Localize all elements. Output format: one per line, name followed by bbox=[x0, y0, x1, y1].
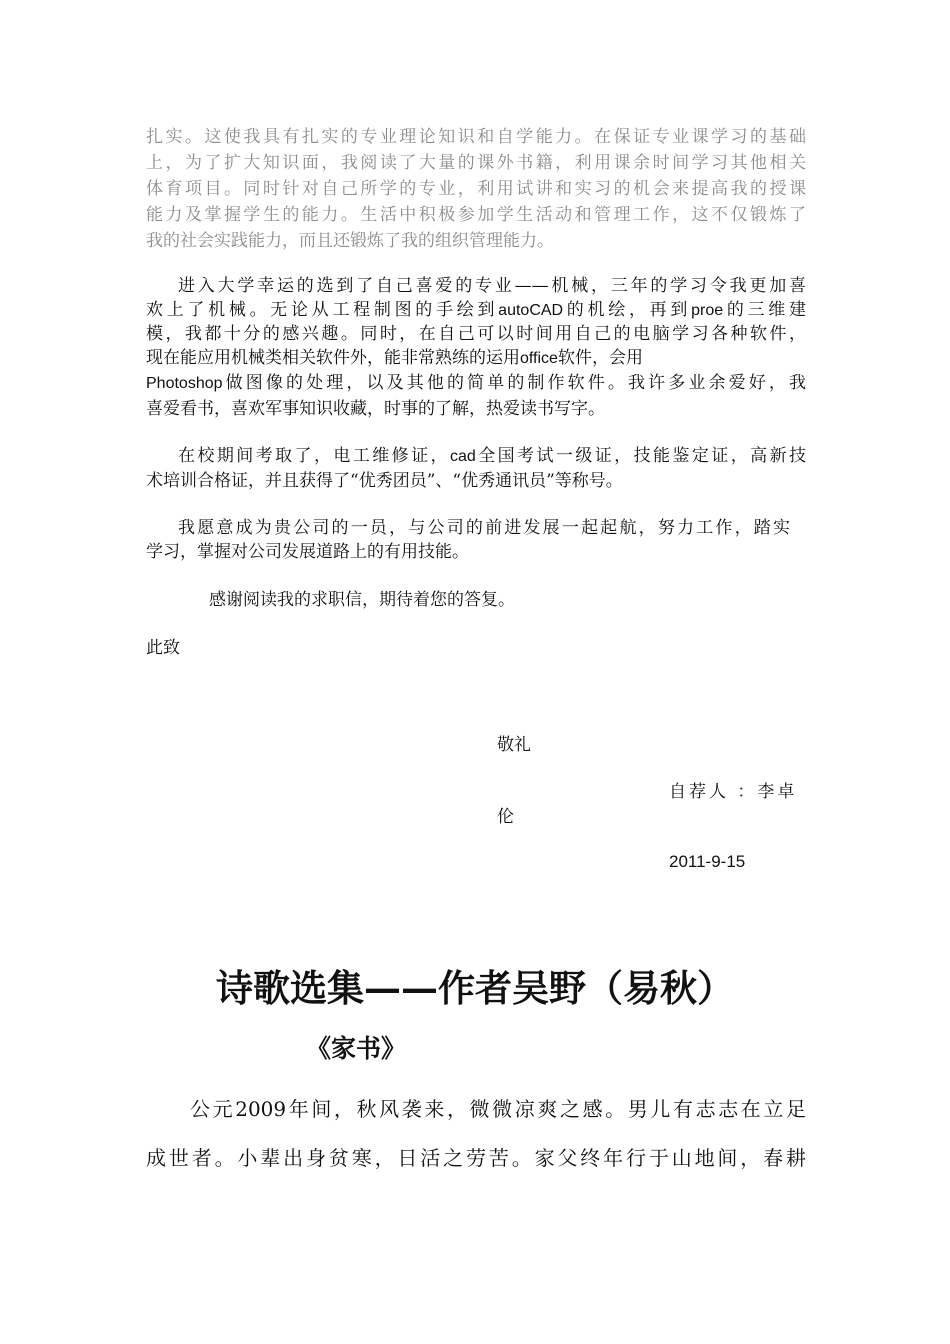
poem-line bbox=[190, 1094, 806, 1124]
text-run: 的三维建 bbox=[723, 300, 807, 320]
letter-signer: 自荐人 ：李卓 bbox=[669, 782, 798, 802]
letter-paragraph-2-line bbox=[146, 298, 806, 323]
letter-signer-continued: 伦 bbox=[497, 807, 514, 827]
text-run: 年间，秋风袭来，微微凉爽之感。男儿有志志在立足 bbox=[286, 1097, 807, 1121]
text-run: cad bbox=[449, 448, 476, 465]
letter-paragraph-2-line bbox=[146, 346, 806, 371]
text-run: 现在能应用机械类相关软件外，能非常熟练的运用 bbox=[146, 348, 520, 368]
text-run: 全国考试一级证，技能鉴定证，高新技 bbox=[475, 446, 807, 466]
letter-paragraph-1-line: 扎实。这使我具有扎实的专业理论知识和自学能力。在保证专业课学习的基础 bbox=[146, 127, 806, 147]
letter-paragraph-1-line: 体育项目。同时针对自己所学的专业，利用试讲和实习的机会来提高我的授课 bbox=[146, 179, 806, 199]
text-run: 做图像的处理，以及其他的简单的制作软件。我许多业余爱好，我 bbox=[222, 373, 806, 393]
letter-paragraph-4-line: 我愿意成为贵公司的一员，与公司的前进发展一起起航，努力工作，踏实 bbox=[178, 518, 790, 538]
text-run: Photoshop bbox=[146, 375, 223, 392]
letter-paragraph-2-line: 喜爱看书，喜欢军事知识收藏，时事的了解，热爱读书写字。 bbox=[146, 399, 605, 419]
text-run: proe bbox=[691, 302, 724, 319]
letter-closing: 此致 bbox=[146, 638, 180, 658]
letter-paragraph-2-line bbox=[146, 371, 806, 396]
text-run: 软件，会用 bbox=[557, 348, 643, 368]
letter-paragraph-1-line: 我的社会实践能力，而且还锻炼了我的组织管理能力。 bbox=[146, 231, 554, 251]
letter-paragraph-4-line: 学习，掌握对公司发展道路上的有用技能。 bbox=[146, 542, 469, 562]
letter-paragraph-2-line: 模，我都十分的感兴趣。同时，在自己可以时间用自己的电脑学习各种软件， bbox=[146, 324, 806, 344]
text-run: 欢上了机械。无论从工程制图的手绘到 bbox=[146, 300, 499, 320]
text-run: autoCAD bbox=[498, 302, 564, 319]
letter-thanks: 感谢阅读我的求职信，期待着您的答复。 bbox=[209, 590, 515, 610]
text-run: 在校期间考取了，电工维修证， bbox=[178, 446, 450, 466]
letter-paragraph-1-line: 能力及掌握学生的能力。生活中积极参加学生活动和管理工作，这不仅锻炼了 bbox=[146, 205, 806, 225]
text-run: 的机绘，再到 bbox=[563, 300, 692, 320]
letter-paragraph-1-line: 上，为了扩大知识面，我阅读了大量的课外书籍，利用课余时间学习其他相关 bbox=[146, 153, 806, 173]
text-run: 公元 bbox=[190, 1097, 236, 1121]
poem-title: 《家书》 bbox=[306, 1034, 407, 1063]
letter-paragraph-3-line bbox=[178, 444, 806, 469]
letter-paragraph-2-line: 进入大学幸运的选到了自己喜爱的专业——机械，三年的学习令我更加喜 bbox=[178, 276, 806, 296]
poetry-collection-title: 诗歌选集——作者吴野（易秋） bbox=[216, 966, 734, 1010]
letter-date: 2011-9-15 bbox=[669, 852, 746, 871]
text-run: office bbox=[520, 350, 558, 367]
text-run: 2009 bbox=[235, 1097, 287, 1121]
poem-line: 成世者。小辈出身贫寒，日活之劳苦。家父终年行于山地间，春耕 bbox=[146, 1146, 806, 1170]
letter-salute: 敬礼 bbox=[497, 735, 531, 755]
letter-paragraph-3-line: 术培训合格证，并且获得了“优秀团员”、“优秀通讯员”等称号。 bbox=[146, 471, 623, 491]
